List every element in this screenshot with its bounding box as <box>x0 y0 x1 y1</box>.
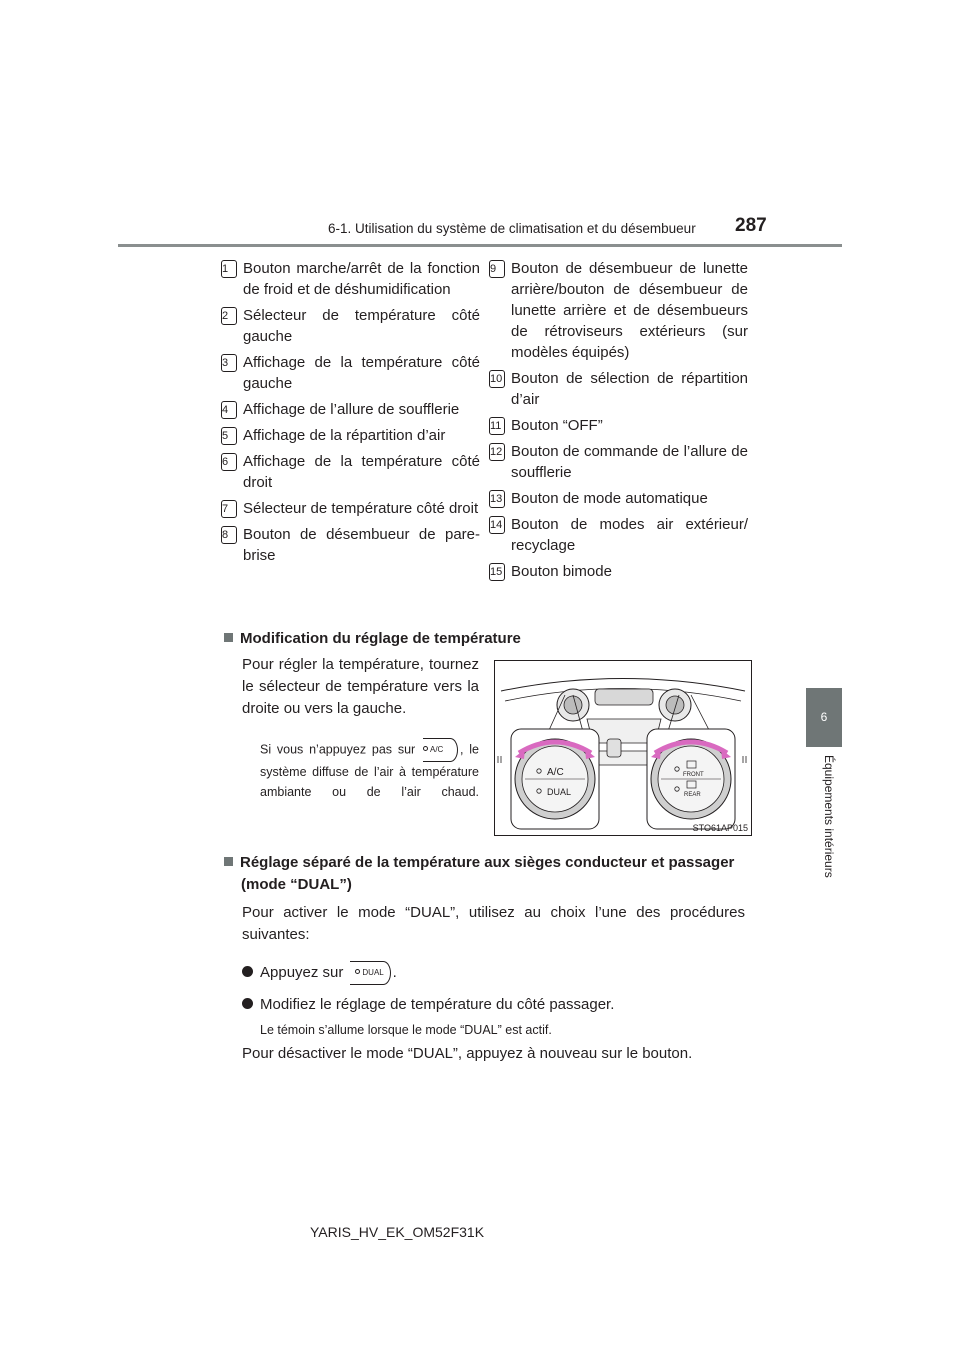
item-text: Bouton marche/arrêt de la fonction de froid et de déshumidification <box>243 260 480 298</box>
chapter-tab-number: 6 <box>820 710 828 724</box>
section-title-temperature: Modification du réglage de température <box>224 628 521 650</box>
climate-control-figure <box>494 660 752 836</box>
item-text: Bouton de désembueur de lunette arrière/bouton de désembueur de lunette arrière et de désembueurs de rétroviseurs extérieurs (sur modèles équipés) <box>511 260 748 361</box>
item-text: Bouton “OFF” <box>511 417 603 434</box>
section-title-dual: Réglage séparé de la température aux sièges conducteur et passager (mode “DUAL”) <box>224 852 748 896</box>
list-item <box>488 258 748 363</box>
bullet-dot <box>242 966 253 977</box>
item-number-badge: 3 <box>221 354 237 372</box>
temperature-paragraph: Pour régler la température, tournez le sélecteur de température vers la droite ou vers la gauche. <box>242 656 479 717</box>
item-number-badge: 9 <box>489 260 505 278</box>
figure-dual-label: DUAL <box>547 787 572 797</box>
item-text: Bouton de désembueur de pare-brise <box>243 526 480 564</box>
item-text: Bouton de mode automatique <box>511 490 708 507</box>
section-marker <box>224 857 233 866</box>
ac-note: Si vous n’appuyez pas sur A/C , le système diffuse de l’air à température ambiante ou de l’air chaud. <box>260 738 479 802</box>
item-number-badge: 6 <box>221 453 237 471</box>
list-item <box>488 561 748 582</box>
chapter-tab[interactable] <box>806 688 842 747</box>
ac-button-icon: A/C <box>423 738 458 762</box>
list-item <box>220 451 480 493</box>
figure-ac-label: A/C <box>547 767 564 778</box>
list-item <box>488 441 748 483</box>
item-text: Bouton de sélection de répartition d’air <box>511 370 748 408</box>
item-text: Sélecteur de température côté droit <box>243 500 479 517</box>
item-number-badge: 4 <box>221 401 237 419</box>
item-text: Bouton de modes air extérieur/ recyclage <box>511 516 748 554</box>
list-item <box>220 305 480 347</box>
list-item <box>220 425 480 446</box>
list-item <box>220 399 480 420</box>
item-number-badge: 12 <box>489 443 505 461</box>
item-number-badge: 7 <box>221 500 237 518</box>
item-number-badge: 1 <box>221 260 237 278</box>
list-item <box>488 514 748 556</box>
bullet-press-dual: Appuyez sur DUAL . <box>242 961 745 985</box>
list-item <box>220 498 480 519</box>
climate-panel-illustration <box>495 661 751 835</box>
dual-paragraph: Pour activer le mode “DUAL”, utilisez au choix l’une des procédures suivantes: <box>242 904 745 943</box>
item-number-badge: 14 <box>489 516 505 534</box>
item-text: Bouton de commande de l’allure de soufflerie <box>511 443 748 481</box>
item-text: Affichage de l’allure de soufflerie <box>243 401 460 418</box>
item-text: Affichage de la répartition d’air <box>243 427 446 444</box>
header-title: 6-1. Utilisation du système de climatisation et du désembueur <box>328 221 696 236</box>
dual-deactivate-paragraph: Pour désactiver le mode “DUAL”, appuyez à nouveau sur le bouton. <box>242 1045 693 1062</box>
section-marker <box>224 633 233 642</box>
list-item <box>220 258 480 300</box>
list-item <box>220 352 480 394</box>
list-item <box>220 524 480 566</box>
chapter-tab-label: Équipements intérieurs <box>822 755 836 878</box>
header-rule <box>118 244 842 247</box>
item-number-badge: 15 <box>489 563 505 581</box>
item-text: Sélecteur de température côté gauche <box>243 307 480 345</box>
item-number-badge: 5 <box>221 427 237 445</box>
figure-code: STO61AP015 <box>692 823 748 833</box>
item-number-badge: 11 <box>489 417 505 435</box>
item-number-badge: 8 <box>221 526 237 544</box>
right-component-list <box>488 258 748 587</box>
list-item <box>488 488 748 509</box>
page-number: 287 <box>735 215 767 236</box>
bullet-passenger-temp: Modifiez le réglage de température du côté passager. <box>242 994 745 1016</box>
figure-front-label: FRONT <box>683 772 704 778</box>
item-number-badge: 10 <box>489 370 505 388</box>
dual-indicator-note: Le témoin s’allume lorsque le mode “DUAL” est actif. <box>260 1023 552 1037</box>
item-text: Affichage de la température côté gauche <box>243 354 480 392</box>
item-number-badge: 2 <box>221 307 237 325</box>
bullet-dot <box>242 998 253 1009</box>
left-component-list <box>220 258 480 571</box>
list-item <box>488 415 748 436</box>
item-number-badge: 13 <box>489 490 505 508</box>
list-item <box>488 368 748 410</box>
dual-button-icon: DUAL <box>350 961 391 985</box>
figure-rear-label: REAR <box>684 792 701 798</box>
item-text: Affichage de la température côté droit <box>243 453 480 491</box>
footer-code: YARIS_HV_EK_OM52F31K <box>310 1224 485 1240</box>
item-text: Bouton bimode <box>511 563 612 580</box>
